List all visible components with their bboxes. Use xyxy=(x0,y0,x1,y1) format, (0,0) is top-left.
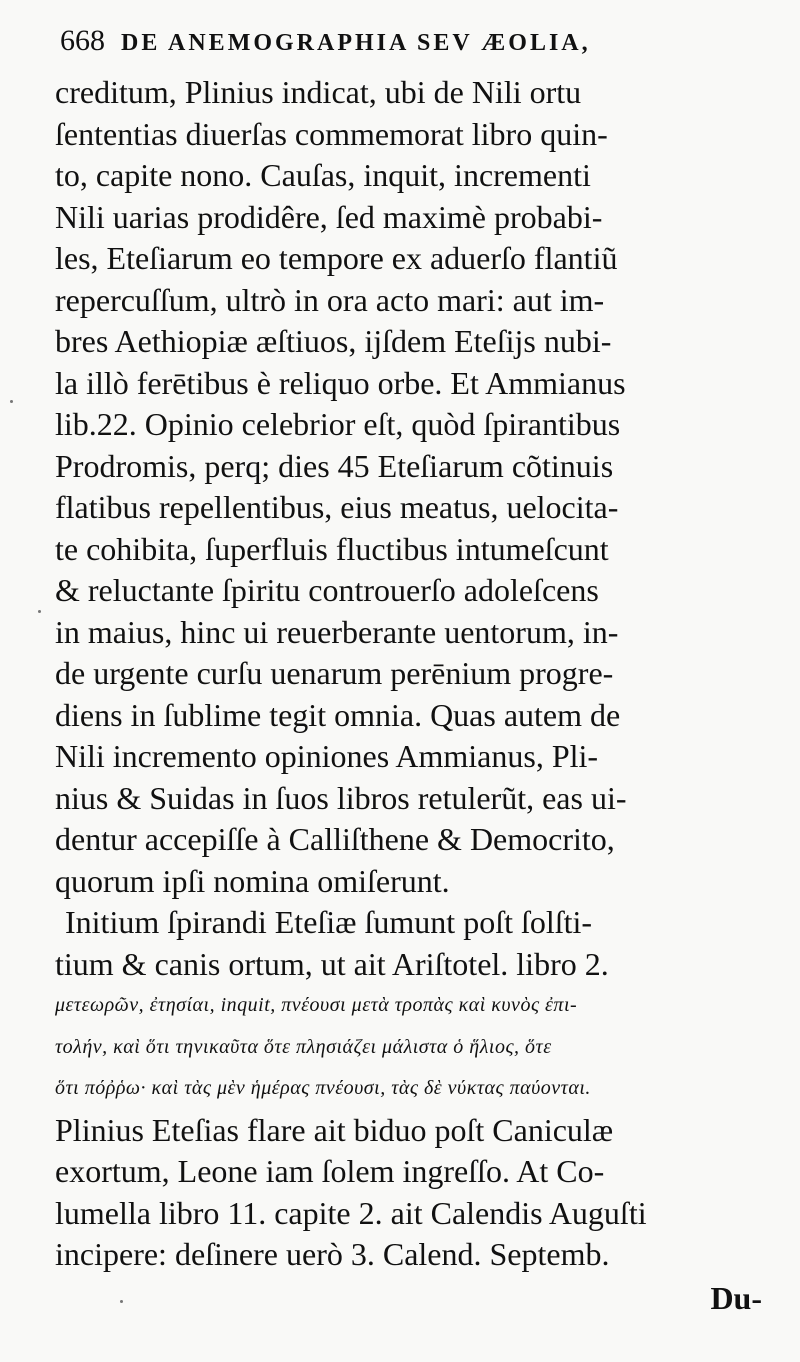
greek-quotation-line: μετεωρῶν, ἐτησίαι, inquit, πνέουσι μετὰ τροπὰς καὶ κυνὸς ἐπι- xyxy=(55,994,578,1016)
text-line: quorum ipſi nomina omiſerunt. xyxy=(55,862,450,899)
page-header xyxy=(60,24,760,66)
ink-speck xyxy=(10,400,13,403)
text-line: nius & Suidas in ſuos libros retulerũt, eas ui- xyxy=(55,779,627,816)
text-line: incipere: deſinere uerò 3. Calend. Septemb. xyxy=(55,1236,610,1272)
text-line: Plinius Eteſias flare ait biduo poſt Caniculæ xyxy=(55,1111,614,1148)
text-line: Initium ſpirandi Eteſiæ ſumunt poſt ſolſti- xyxy=(65,904,593,940)
body-text xyxy=(55,72,770,1320)
text-line: creditum, Plinius indicat, ubi de Nili ortu xyxy=(55,74,582,110)
running-head: DE ANEMOGRAPHIA SEV ÆOLIA, xyxy=(121,30,591,56)
ink-speck xyxy=(120,1300,123,1303)
text-line: tium & canis ortum, ut ait Ariſtotel. libro 2. xyxy=(55,945,609,982)
page-number: 668 xyxy=(60,24,105,57)
text-line: to, capite nono. Cauſas, inquit, incrementi xyxy=(55,157,591,193)
text-line: dentur accepiſſe à Calliſthene & Democrito, xyxy=(55,821,615,857)
greek-quotation-line: τολήν, καὶ ὅτι τηνικαῦτα ὅτε πλησιάζει μάλιστα ὁ ἥλιος, ὅτε xyxy=(55,1035,552,1058)
text-line: de urgente curſu uenarum perēnium progre- xyxy=(55,655,614,691)
catchword: Du- xyxy=(710,1279,762,1316)
text-line: diens in ſublime tegit omnia. Quas autem de xyxy=(55,696,621,733)
text-line: Prodromis, perq; dies 45 Eteſiarum cõtinuis xyxy=(55,447,614,484)
ink-speck xyxy=(38,610,41,613)
text-line: repercuſſum, ultrò in ora acto mari: aut im- xyxy=(55,281,605,318)
text-line: lib.22. Opinio celebrior eſt, quòd ſpirantibus xyxy=(55,406,621,442)
greek-quotation-line: ὅτι πόῤῥω· καὶ τὰς μὲν ἡμέρας πνέουσι, τὰς δὲ νύκτας παύονται. xyxy=(55,1077,591,1099)
text-line: ſententias diuerſas commemorat libro quin- xyxy=(55,115,608,152)
text-line: Nili uarias prodidêre, ſed maximè probabi- xyxy=(55,198,603,235)
text-line: in maius, hinc ui reuerberante uentorum, in- xyxy=(55,613,619,650)
text-line: te cohibita, ſuperfluis fluctibus intumeſcunt xyxy=(55,530,609,567)
text-line: bres Aethiopiæ æſtiuos, ijſdem Eteſijs nubi- xyxy=(55,323,612,359)
text-line: Nili incremento opiniones Ammianus, Pli- xyxy=(55,738,599,774)
text-line: la illò ferētibus è reliquo orbe. Et Ammianus xyxy=(55,364,626,401)
text-line: lumella libro 11. capite 2. ait Calendis Auguſti xyxy=(55,1194,647,1231)
text-line: exortum, Leone iam ſolem ingreſſo. At Co- xyxy=(55,1153,605,1189)
text-line: flatibus repellentibus, eius meatus, uelocita- xyxy=(55,489,619,525)
text-line: les, Eteſiarum eo tempore ex aduerſo flantiũ xyxy=(55,240,618,276)
text-line: & reluctante ſpiritu controuerſo adoleſcens xyxy=(55,572,599,608)
